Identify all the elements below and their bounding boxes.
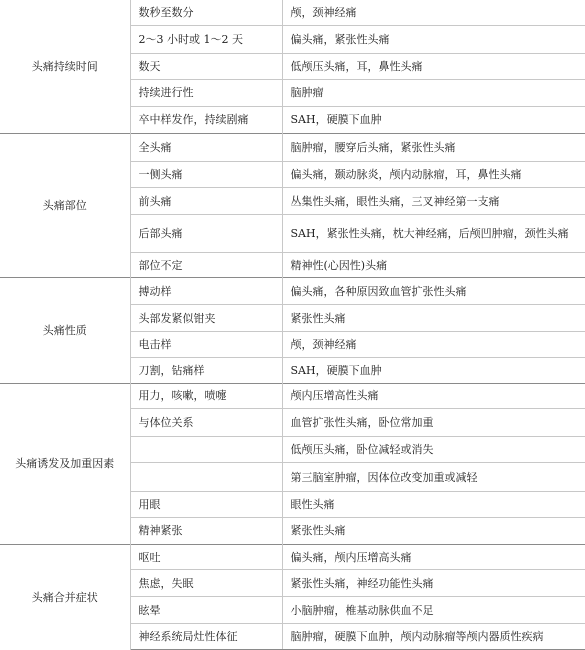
feature-cell xyxy=(130,463,282,492)
feature-cell: 一侧头痛 xyxy=(130,161,282,188)
disease-cell: 小脑肿瘤，椎基动脉供血不足 xyxy=(282,597,585,624)
feature-cell xyxy=(130,437,282,463)
disease-cell: 丛集性头痛，眼性头痛，三叉神经第一支痛 xyxy=(282,188,585,215)
feature-cell: 头部发紧似钳夹 xyxy=(130,305,282,332)
disease-cell: 紧张性头痛 xyxy=(282,305,585,332)
disease-cell: 低颅压头痛，耳，鼻性头痛 xyxy=(282,54,585,80)
feature-cell: 2～3 小时或 1～2 天 xyxy=(130,26,282,54)
disease-cell: 脑肿瘤，腰穿后头痛，紧张性头痛 xyxy=(282,133,585,161)
feature-cell: 焦虑，失眠 xyxy=(130,570,282,597)
disease-cell: 精神性(心因性)头痛 xyxy=(282,253,585,278)
feature-cell: 搏动样 xyxy=(130,278,282,305)
feature-cell: 精神紧张 xyxy=(130,517,282,544)
disease-cell: 偏头痛，颅内压增高头痛 xyxy=(282,544,585,570)
table-row xyxy=(0,133,585,161)
disease-cell: 眼性头痛 xyxy=(282,491,585,517)
disease-cell: SAH，硬膜下血肿 xyxy=(282,106,585,133)
disease-cell: 低颅压头痛，卧位减轻或消失 xyxy=(282,437,585,463)
disease-cell: 血管扩张性头痛，卧位常加重 xyxy=(282,409,585,437)
table-row xyxy=(0,0,585,26)
feature-cell: 数天 xyxy=(130,54,282,80)
table-row xyxy=(0,383,585,409)
category-cell: 头痛性质 xyxy=(0,278,130,383)
feature-cell: 刀割，钻痛样 xyxy=(130,357,282,383)
feature-cell: 卒中样发作，持续剧痛 xyxy=(130,106,282,133)
table-row xyxy=(0,278,585,305)
feature-cell: 后部头痛 xyxy=(130,215,282,253)
disease-cell: 颅，颈神经痛 xyxy=(290,6,357,20)
feature-cell: 眩晕 xyxy=(130,597,282,624)
feature-cell: 呕吐 xyxy=(130,544,282,570)
disease-cell: 第三脑室肿瘤，因体位改变加重或减轻 xyxy=(282,463,585,492)
category-cell: 头痛诱发及加重因素 xyxy=(0,383,130,544)
feature-cell: 用眼 xyxy=(130,491,282,517)
feature-cell: 用力，咳嗽，喷嚏 xyxy=(130,383,282,409)
feature-cell: 持续进行性 xyxy=(130,80,282,107)
feature-cell: 与体位关系 xyxy=(130,409,282,437)
feature-cell: 数秒至数分 xyxy=(130,0,282,26)
disease-cell: 脑肿瘤，硬膜下血肿，颅内动脉瘤等颅内器质性疾病 xyxy=(282,624,585,650)
disease-cell: 紧张性头痛，神经功能性头痛 xyxy=(282,570,585,597)
disease-cell: SAH，硬膜下血肿 xyxy=(282,357,585,383)
disease-cell: SAH，紧张性头痛，枕大神经痛，后颅凹肿瘤，颈性头痛 xyxy=(282,215,585,253)
category-cell: 头痛持续时间 xyxy=(0,0,130,133)
disease-cell: 颅，颈神经痛 xyxy=(282,331,585,357)
disease-cell: 颅内压增高性头痛 xyxy=(282,383,585,409)
feature-cell: 部位不定 xyxy=(130,253,282,278)
category-cell: 头痛部位 xyxy=(0,133,130,278)
feature-cell: 神经系统局灶性体征 xyxy=(130,624,282,650)
feature-cell: 全头痛 xyxy=(130,133,282,161)
feature-cell: 前头痛 xyxy=(130,188,282,215)
table-row xyxy=(0,544,585,570)
category-cell: 头痛合并症状 xyxy=(0,544,130,649)
disease-cell: 偏头痛，颞动脉炎，颅内动脉瘤，耳，鼻性头痛 xyxy=(282,161,585,188)
disease-cell: 偏头痛，紧张性头痛 xyxy=(282,26,585,54)
feature-cell: 电击样 xyxy=(130,331,282,357)
disease-cell: 脑肿瘤 xyxy=(282,80,585,107)
disease-cell: 偏头痛，各种原因致血管扩张性头痛 xyxy=(282,278,585,305)
disease-cell: 紧张性头痛 xyxy=(282,517,585,544)
